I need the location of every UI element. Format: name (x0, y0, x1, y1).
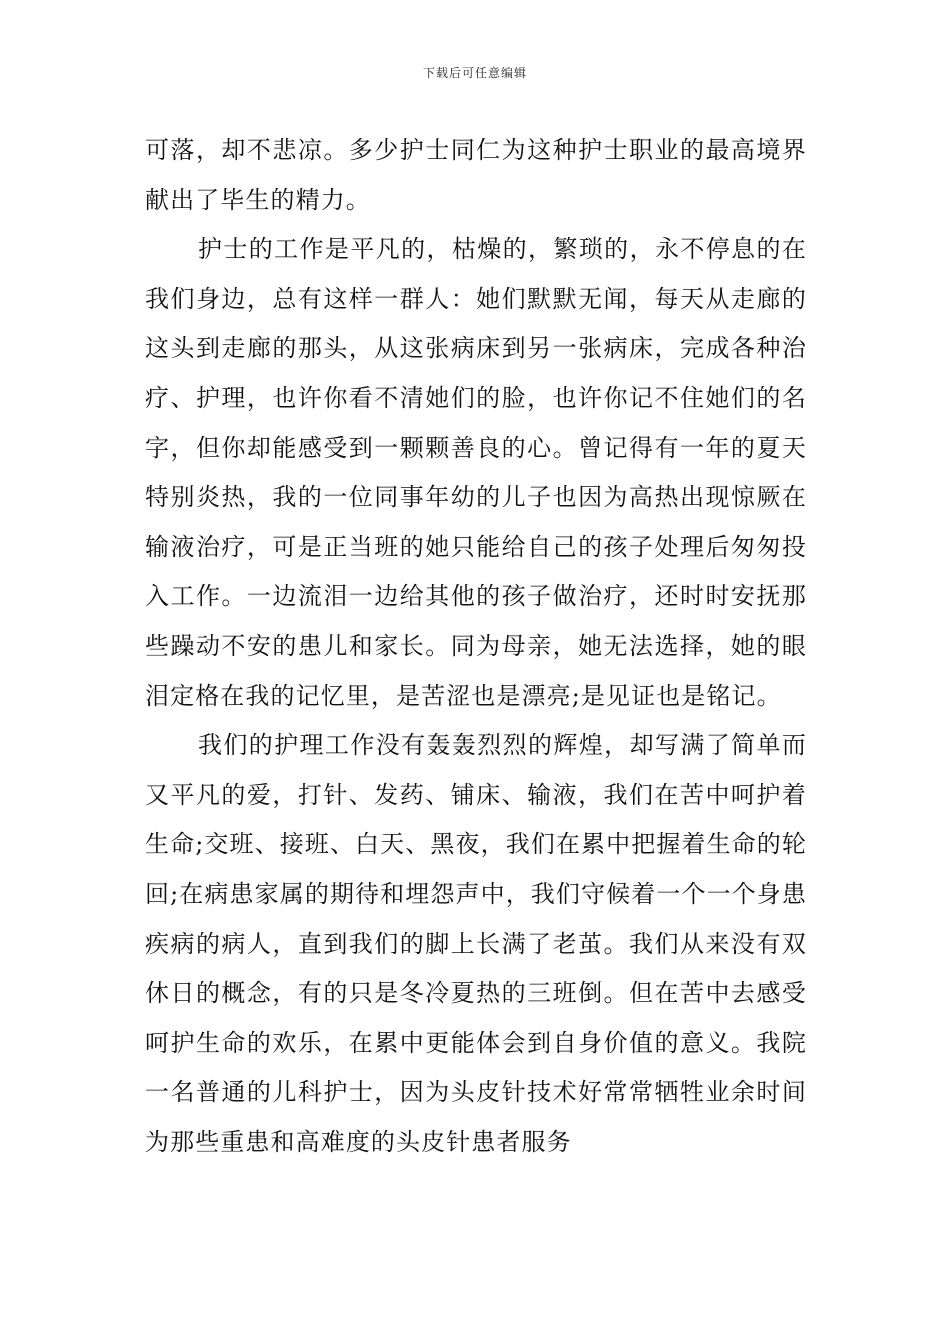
paragraph-continuation: 可落，却不悲凉。多少护士同仁为这种护士职业的最高境界献出了毕生的精力。 (145, 136, 807, 214)
paragraph-nursing-love: 我们的护理工作没有轰轰烈烈的辉煌，却写满了简单而又平凡的爱，打针、发药、铺床、输液，我们在苦中呵护着生命;交班、接班、白天、黑夜，我们在累中把握着生命的轮回;在病患家属的期待和埋怨声中，我们守候着一个一个身患疾病的病人，直到我们的脚上长满了老茧。我们从来没有双休日的概念，有的只是冬冷夏热的三班倒。但在苦中去感受呵护生命的欢乐，在累中更能体会到自身价值的意义。我院一名普通的儿科护士，因为头皮针技术好常常牺牲业余时间为那些重患和高难度的头皮针患者服务 (145, 731, 807, 1156)
document-body (145, 126, 807, 1167)
paragraph-nurse-work: 护士的工作是平凡的，枯燥的，繁琐的，永不停息的在我们身边，总有这样一群人：她们默默无闻，每天从走廊的这头到走廊的那头，从这张病床到另一张病床，完成各种治疗、护理，也许你看不清她们的脸，也许你记不住她们的名字，但你却能感受到一颗颗善良的心。曾记得有一年的夏天特别炎热，我的一位同事年幼的儿子也因为高热出现惊厥在输液治疗，可是正当班的她只能给自己的孩子处理后匆匆投入工作。一边流泪一边给其他的孩子做治疗，还时时安抚那些躁动不安的患儿和家长。同为母亲，她无法选择，她的眼泪定格在我的记忆里，是苦涩也是漂亮;是见证也是铭记。 (145, 235, 807, 710)
page-header: 下载后可任意编辑 (422, 66, 527, 80)
